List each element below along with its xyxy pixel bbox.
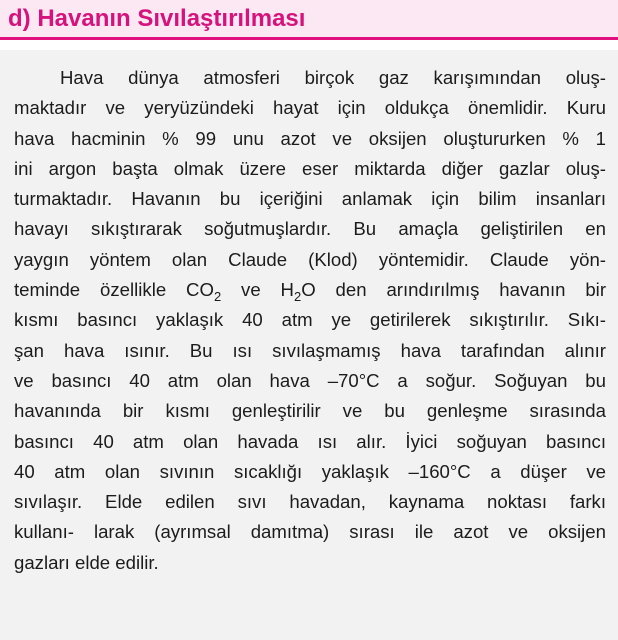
paragraph: [14, 63, 606, 578]
paragraph-line: maktadır ve yeryüzündeki hayat için oldukça önemlidir. Kuru: [14, 97, 606, 119]
paragraph-line: turmaktadır. Havanın bu içeriğini anlamak için bilim insanları: [14, 188, 606, 210]
paragraph-line: 40 atm olan sıvının sıcaklığı yaklaşık –160°C a düşer ve: [14, 460, 606, 482]
paragraph-line: sıvılaşır. Elde edilen sıvı havadan, kaynama noktası farkı: [14, 491, 606, 513]
formula-text-pre: teminde özellikle CO: [14, 279, 214, 301]
paragraph-line: havayı sıkıştırarak soğutmuşlardır. Bu amaçla geliştirilen en: [14, 218, 606, 240]
paragraph-line: ve basıncı 40 atm olan hava –70°C a soğur. Soğuyan bu: [14, 369, 606, 391]
h2o-subscript: 2: [293, 289, 302, 305]
paragraph-line: Hava dünya atmosferi birçok gaz karışımından oluş-: [60, 67, 606, 88]
formula-text-mid: ve H: [221, 279, 294, 301]
paragraph-line: hava hacminin % 99 unu azot ve oksijen oluştururken % 1: [14, 127, 606, 149]
section-title: d) Havanın Sıvılaştırılması: [8, 5, 306, 32]
paragraph-line: şan hava ısınır. Bu ısı sıvılaşmamış hava tarafından alınır: [14, 339, 606, 361]
section-header: [0, 0, 618, 40]
text-panel: [0, 50, 618, 640]
co2-subscript: 2: [213, 289, 222, 305]
paragraph-line: yaygın yöntem olan Claude (Klod) yöntemidir. Claude yön-: [14, 248, 606, 270]
paragraph-line: gazları elde edilir.: [14, 551, 159, 573]
paragraph-line: basıncı 40 atm olan havada ısı alır. İyici soğuyan basıncı: [14, 430, 606, 452]
formula-text-post: O den arındırılmış havanın bir: [301, 279, 607, 301]
paragraph-line: kullanı- larak (ayrımsal damıtma) sırası ile azot ve oksijen: [14, 521, 606, 543]
paragraph-line: havanında bir kısmı genleştirilir ve bu genleşme sırasında: [14, 400, 606, 422]
paragraph-line-formula: [14, 275, 606, 305]
paragraph-line: ini argon başta olmak üzere eser miktarda diğer gazlar oluş-: [14, 157, 606, 179]
paragraph-line: kısmı basıncı yaklaşık 40 atm ye getirilerek sıkıştırılır. Sıkı-: [14, 309, 606, 331]
